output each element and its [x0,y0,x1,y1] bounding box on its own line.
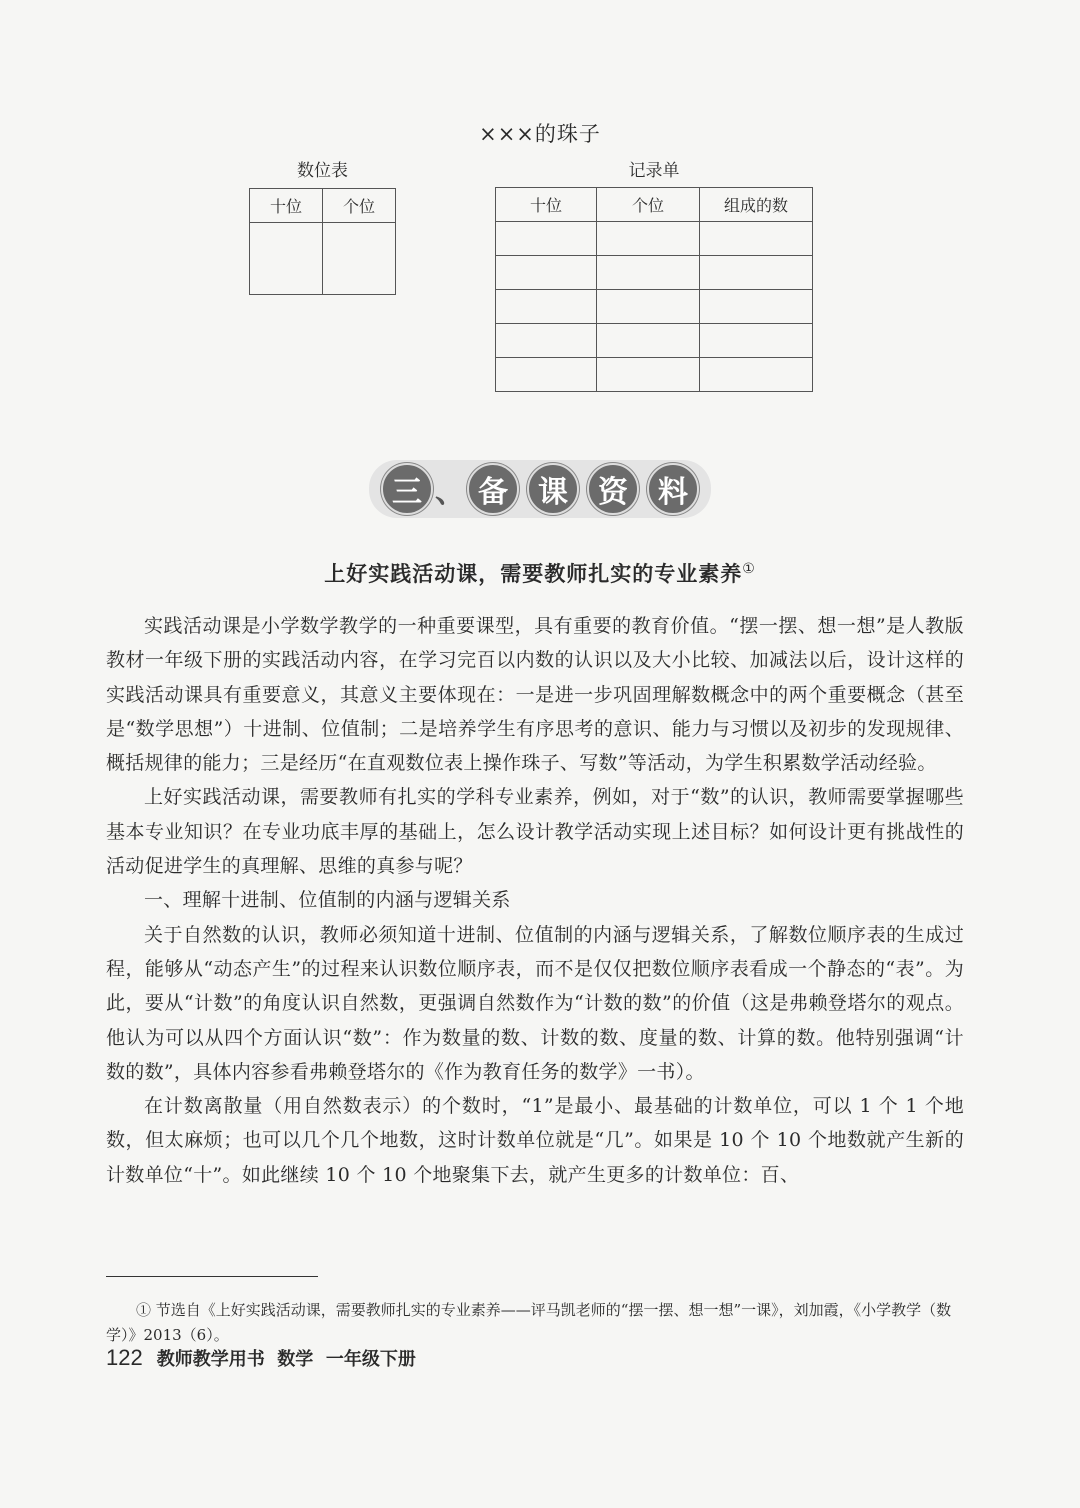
article-title [0,558,1080,588]
place-header-tens: 十位 [250,189,323,223]
record-header-ones: 个位 [597,188,700,222]
table-row [496,256,813,290]
place-cell [323,223,396,295]
paragraph: 实践活动课是小学数学教学的一种重要课型，具有重要的教育价值。“摆一摆、想一想”是人教版教材一年级下册的实践活动内容，在学习完百以内数的认识以及大小比较、加减法以后，设计这样的实践活动课具有重要意义，其意义主要体现在：一是进一步巩固理解数概念中的两个重要概念（甚至是“数学思想”）十进制、位值制；二是培养学生有序思考的意识、能力与习惯以及初步的发现规律、概括规律的能力；三是经历“在直观数位表上操作珠子、写数”等活动，为学生积累数学活动经验。 [106,615,964,775]
place-value-caption: 数位表 [297,161,348,181]
footnote: ① 节选自《上好实践活动课，需要教师扎实的专业素养——评马凯老师的“摆一摆、想一想”一课》，刘加霞，《小学教学（数学）》2013（6）。 [106,1301,952,1344]
table-row [496,290,813,324]
banner-char: 资 [587,463,639,515]
page-number: 122 [106,1345,143,1370]
place-cell [250,223,323,295]
section-banner [0,460,1080,518]
footnote-divider [106,1276,318,1277]
page-footer [106,1345,416,1371]
paragraph: 关于自然数的认识，教师必须知道十进制、位值制的内涵与逻辑关系，了解数位顺序表的生成过程，能够从“动态产生”的过程来认识数位顺序表，而不是仅仅把数位顺序表看成一个静态的“表”。为此，要从“计数”的角度认识自然数，更强调自然数作为“计数的数”的价值（这是弗赖登塔尔的观点。他认为可以从四个方面认识“数”：作为数量的数、计数的数、度量的数、计算的数。他特别强调“计数的数”，具体内容参看弗赖登塔尔的《作为教育任务的数学》一书）。 [106,923,964,1083]
book-title: 教师教学用书 数学 一年级下册 [156,1349,416,1370]
paragraph: 在计数离散量（用自然数表示）的个数时，“1”是最小、最基础的计数单位，可以 1 个 1 个地数，但太麻烦；也可以几个几个地数，这时计数单位就是“几”。如果是 10 个 10 个地数就产生新的计数单位“十”。如此继续 10 个 10 个地聚集下去，就产生更多的计数单位：百、 [106,1095,964,1186]
footnote-marker: ① [742,561,756,577]
place-value-table [249,188,396,295]
table-row [496,324,813,358]
article-title-text: 上好实践活动课，需要教师扎实的专业素养 [324,562,743,586]
place-header-ones: 个位 [323,189,396,223]
record-caption: 记录单 [628,161,680,181]
banner-char: 料 [647,463,699,515]
table-row [496,222,813,256]
banner-char: 三 [381,463,433,515]
section-heading: 一、理解十进制、位值制的内涵与逻辑关系 [144,889,511,912]
banner-char: 备 [467,463,519,515]
activity-title: ×××的珠子 [479,122,601,146]
record-table [495,187,813,392]
banner-separator: 、 [435,475,465,510]
article-body [106,609,964,1192]
record-header-tens: 十位 [496,188,597,222]
banner-char: 课 [527,463,579,515]
table-row [496,358,813,392]
record-header-number: 组成的数 [700,188,813,222]
paragraph: 上好实践活动课，需要教师有扎实的学科专业素养，例如，对于“数”的认识，教师需要掌握哪些基本专业知识？在专业功底丰厚的基础上，怎么设计教学活动实现上述目标？如何设计更有挑战性的活动促进学生的真理解、思维的真参与呢？ [106,786,964,878]
